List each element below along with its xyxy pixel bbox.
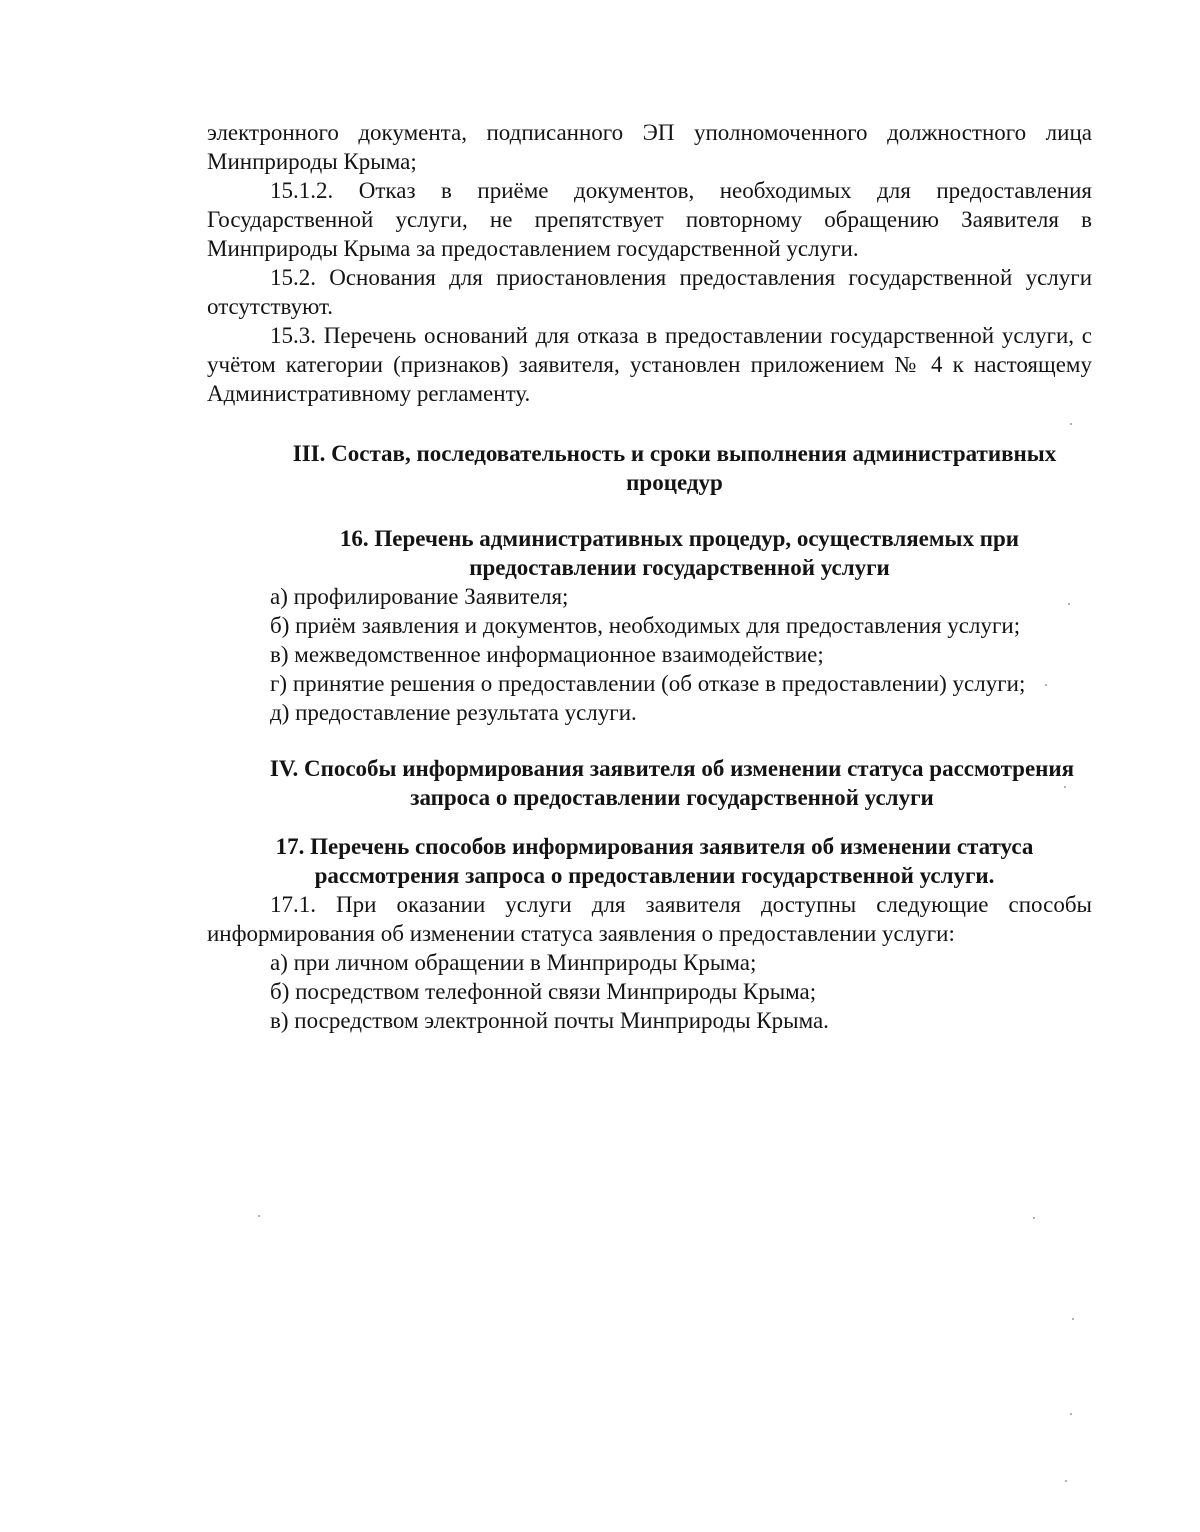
scan-speck	[1072, 1318, 1074, 1320]
list-item-17-c: в) посредством электронной почты Минприроды Крыма.	[270, 1008, 829, 1033]
paragraph-15-3: 15.3. Перечень оснований для отказа в предоставлении государственной услуги, с учётом категории (признаков) заявителя, установлен приложением № 4 к настоящему Административному регламенту.	[207, 323, 1092, 406]
paragraph-continuation: электронного документа, подписанного ЭП уполномоченного должностного лица Минприроды Крыма;	[207, 120, 1092, 174]
list-item-17-b: б) посредством телефонной связи Минприроды Крыма;	[270, 979, 817, 1004]
section-3-heading: III. Состав, последовательность и сроки выполнения административных процедур	[292, 441, 1057, 495]
spacer	[207, 727, 1092, 754]
spacer	[207, 812, 1092, 832]
scan-speck	[1065, 1480, 1067, 1482]
scan-speck	[1070, 1413, 1072, 1415]
heading-17: 17. Перечень способов информирования заявителя об изменении статуса рассмотрения запроса о предоставлении государственной услуги.	[275, 834, 1034, 888]
paragraph-15-2: 15.2. Основания для приостановления предоставления государственной услуги отсутствуют.	[207, 265, 1092, 319]
paragraph-17-1: 17.1. При оказании услуги для заявителя доступны следующие способы информирования об изменении статуса заявления о предоставлении услуги:	[207, 892, 1092, 946]
document-body	[207, 118, 1092, 1035]
list-item-16-c: в) межведомственное информационное взаимодействие;	[270, 642, 824, 667]
scan-speck	[1045, 684, 1047, 686]
scan-speck	[1070, 423, 1072, 425]
scan-speck	[1033, 1217, 1035, 1219]
scan-speck	[1068, 603, 1070, 605]
heading-16: 16. Перечень административных процедур, осуществляемых при предоставлении государственной услуги	[339, 526, 1020, 580]
list-item-16-a: а) профилирование Заявителя;	[270, 584, 569, 609]
scan-speck	[258, 1215, 260, 1217]
list-item-17-a: а) при личном обращении в Минприроды Крыма;	[270, 950, 757, 975]
paragraph-15-1-2: 15.1.2. Отказ в приёме документов, необходимых для предоставления Государственной услуги, не препятствует повторному обращению Заявителя в Минприроды Крыма за предоставлением государственной услуги.	[207, 178, 1092, 261]
spacer	[207, 408, 1092, 439]
spacer	[207, 497, 1092, 524]
list-item-16-b: б) приём заявления и документов, необходимых для предоставления услуги;	[270, 613, 1021, 638]
section-4-heading: IV. Способы информирования заявителя об изменении статуса рассмотрения запроса о предоставлении государственной услуги	[269, 756, 1075, 810]
list-item-16-e: д) предоставление результата услуги.	[270, 700, 637, 725]
list-item-16-d: г) принятие решения о предоставлении (об отказе в предоставлении) услуги;	[270, 671, 1026, 696]
scan-speck	[1064, 786, 1066, 788]
